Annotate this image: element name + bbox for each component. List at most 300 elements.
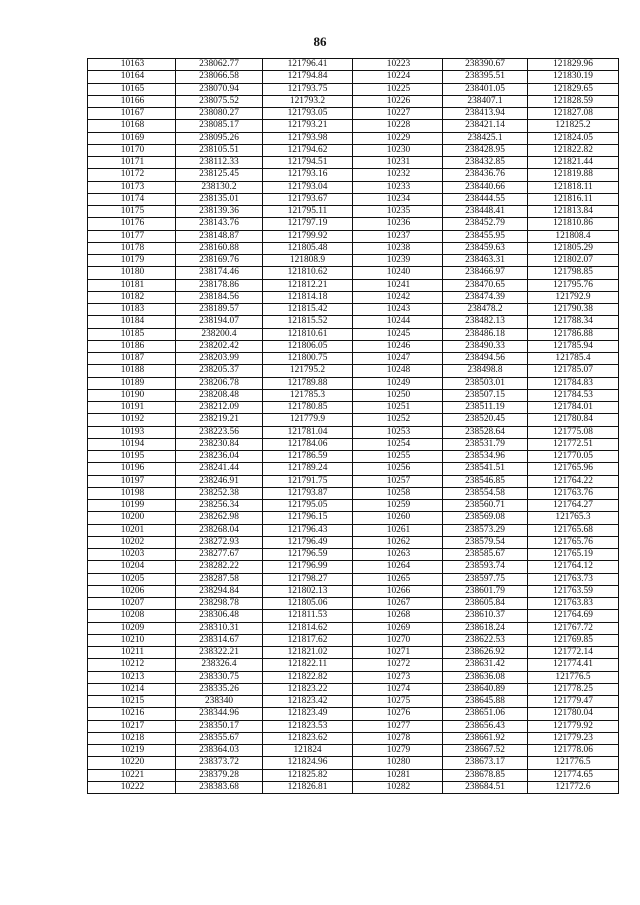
table-row	[88, 157, 619, 169]
y-coordinate-left-cell: 121796.59	[263, 549, 353, 561]
table-row	[88, 708, 619, 720]
x-coordinate-left-cell: 238340	[176, 696, 263, 708]
point-id-right-cell: 10249	[353, 377, 443, 389]
y-coordinate-left-cell: 121799.92	[263, 230, 353, 242]
x-coordinate-left-cell: 238373.72	[176, 757, 263, 769]
table-row	[88, 304, 619, 316]
x-coordinate-right-cell: 238546.85	[443, 475, 528, 487]
y-coordinate-left-cell: 121817.62	[263, 634, 353, 646]
y-coordinate-right-cell: 121779.23	[528, 732, 619, 744]
x-coordinate-right-cell: 238440.66	[443, 181, 528, 193]
y-coordinate-right-cell: 121765.3	[528, 512, 619, 524]
x-coordinate-right-cell: 238684.51	[443, 781, 528, 793]
y-coordinate-right-cell: 121824.05	[528, 132, 619, 144]
x-coordinate-right-cell: 238448.41	[443, 206, 528, 218]
x-coordinate-left-cell: 238184.56	[176, 291, 263, 303]
x-coordinate-right-cell: 238534.96	[443, 451, 528, 463]
y-coordinate-left-cell: 121793.04	[263, 181, 353, 193]
table-row	[88, 671, 619, 683]
point-id-left-cell: 10181	[88, 279, 176, 291]
x-coordinate-left-cell: 238344.96	[176, 708, 263, 720]
x-coordinate-right-cell: 238645.88	[443, 696, 528, 708]
y-coordinate-right-cell: 121764.69	[528, 610, 619, 622]
x-coordinate-right-cell: 238520.45	[443, 414, 528, 426]
x-coordinate-right-cell: 238436.76	[443, 169, 528, 181]
point-id-right-cell: 10229	[353, 132, 443, 144]
point-id-left-cell: 10212	[88, 659, 176, 671]
point-id-right-cell: 10279	[353, 745, 443, 757]
table-row	[88, 59, 619, 71]
point-id-left-cell: 10165	[88, 83, 176, 95]
x-coordinate-left-cell: 238062.77	[176, 59, 263, 71]
y-coordinate-left-cell: 121805.06	[263, 598, 353, 610]
point-id-left-cell: 10180	[88, 267, 176, 279]
x-coordinate-left-cell: 238160.88	[176, 242, 263, 254]
x-coordinate-left-cell: 238075.52	[176, 95, 263, 107]
x-coordinate-right-cell: 238474.39	[443, 291, 528, 303]
point-id-right-cell: 10277	[353, 720, 443, 732]
point-id-right-cell: 10269	[353, 622, 443, 634]
point-id-left-cell: 10213	[88, 671, 176, 683]
x-coordinate-right-cell: 238413.94	[443, 108, 528, 120]
table-row	[88, 402, 619, 414]
coordinates-table-body	[88, 59, 619, 794]
point-id-left-cell: 10167	[88, 108, 176, 120]
table-row	[88, 487, 619, 499]
point-id-right-cell: 10243	[353, 304, 443, 316]
point-id-right-cell: 10240	[353, 267, 443, 279]
x-coordinate-left-cell: 238277.67	[176, 549, 263, 561]
table-row	[88, 438, 619, 450]
point-id-left-cell: 10169	[88, 132, 176, 144]
point-id-right-cell: 10258	[353, 487, 443, 499]
table-row	[88, 414, 619, 426]
x-coordinate-left-cell: 238262.98	[176, 512, 263, 524]
x-coordinate-left-cell: 238355.67	[176, 732, 263, 744]
point-id-right-cell: 10227	[353, 108, 443, 120]
x-coordinate-right-cell: 238656.43	[443, 720, 528, 732]
table-row	[88, 255, 619, 267]
point-id-left-cell: 10197	[88, 475, 176, 487]
table-row	[88, 585, 619, 597]
table-row	[88, 108, 619, 120]
table-row	[88, 316, 619, 328]
x-coordinate-left-cell: 238256.34	[176, 500, 263, 512]
point-id-right-cell: 10276	[353, 708, 443, 720]
y-coordinate-left-cell: 121791.75	[263, 475, 353, 487]
y-coordinate-left-cell: 121779.9	[263, 414, 353, 426]
x-coordinate-left-cell: 238314.67	[176, 634, 263, 646]
point-id-right-cell: 10239	[353, 255, 443, 267]
table-row	[88, 377, 619, 389]
y-coordinate-right-cell: 121775.08	[528, 426, 619, 438]
y-coordinate-right-cell: 121825.2	[528, 120, 619, 132]
y-coordinate-left-cell: 121793.75	[263, 83, 353, 95]
y-coordinate-right-cell: 121763.59	[528, 585, 619, 597]
x-coordinate-left-cell: 238143.76	[176, 218, 263, 230]
y-coordinate-right-cell: 121828.59	[528, 95, 619, 107]
y-coordinate-left-cell: 121794.51	[263, 157, 353, 169]
x-coordinate-left-cell: 238282.22	[176, 561, 263, 573]
y-coordinate-right-cell: 121763.83	[528, 598, 619, 610]
table-row	[88, 500, 619, 512]
y-coordinate-left-cell: 121789.88	[263, 377, 353, 389]
y-coordinate-left-cell: 121800.75	[263, 353, 353, 365]
point-id-right-cell: 10231	[353, 157, 443, 169]
table-row	[88, 120, 619, 132]
y-coordinate-right-cell: 121776.5	[528, 671, 619, 683]
y-coordinate-right-cell: 121779.92	[528, 720, 619, 732]
y-coordinate-right-cell: 121764.22	[528, 475, 619, 487]
point-id-left-cell: 10206	[88, 585, 176, 597]
x-coordinate-right-cell: 238541.51	[443, 463, 528, 475]
point-id-left-cell: 10216	[88, 708, 176, 720]
x-coordinate-right-cell: 238498.8	[443, 365, 528, 377]
point-id-left-cell: 10186	[88, 340, 176, 352]
point-id-right-cell: 10225	[353, 83, 443, 95]
x-coordinate-right-cell: 238605.84	[443, 598, 528, 610]
point-id-right-cell: 10281	[353, 769, 443, 781]
x-coordinate-left-cell: 238202.42	[176, 340, 263, 352]
y-coordinate-left-cell: 121793.21	[263, 120, 353, 132]
table-row	[88, 279, 619, 291]
y-coordinate-left-cell: 121795.11	[263, 206, 353, 218]
y-coordinate-left-cell: 121793.16	[263, 169, 353, 181]
x-coordinate-right-cell: 238573.29	[443, 524, 528, 536]
x-coordinate-left-cell: 238070.94	[176, 83, 263, 95]
x-coordinate-left-cell: 238268.04	[176, 524, 263, 536]
y-coordinate-left-cell: 121808.9	[263, 255, 353, 267]
table-row	[88, 144, 619, 156]
point-id-left-cell: 10163	[88, 59, 176, 71]
point-id-right-cell: 10271	[353, 647, 443, 659]
x-coordinate-left-cell: 238230.84	[176, 438, 263, 450]
y-coordinate-right-cell: 121770.05	[528, 451, 619, 463]
point-id-left-cell: 10176	[88, 218, 176, 230]
y-coordinate-left-cell: 121814.18	[263, 291, 353, 303]
x-coordinate-right-cell: 238444.55	[443, 193, 528, 205]
x-coordinate-right-cell: 238673.17	[443, 757, 528, 769]
point-id-right-cell: 10223	[353, 59, 443, 71]
x-coordinate-right-cell: 238482.13	[443, 316, 528, 328]
x-coordinate-left-cell: 238306.48	[176, 610, 263, 622]
table-row	[88, 598, 619, 610]
point-id-right-cell: 10255	[353, 451, 443, 463]
x-coordinate-right-cell: 238401.05	[443, 83, 528, 95]
x-coordinate-left-cell: 238335.26	[176, 683, 263, 695]
x-coordinate-right-cell: 238421.14	[443, 120, 528, 132]
point-id-right-cell: 10267	[353, 598, 443, 610]
point-id-left-cell: 10177	[88, 230, 176, 242]
table-row	[88, 340, 619, 352]
x-coordinate-right-cell: 238631.42	[443, 659, 528, 671]
y-coordinate-left-cell: 121810.62	[263, 267, 353, 279]
point-id-left-cell: 10209	[88, 622, 176, 634]
y-coordinate-left-cell: 121814.62	[263, 622, 353, 634]
y-coordinate-left-cell: 121794.84	[263, 71, 353, 83]
y-coordinate-left-cell: 121795.2	[263, 365, 353, 377]
x-coordinate-left-cell: 238219.21	[176, 414, 263, 426]
page-number: 86	[313, 34, 327, 49]
x-coordinate-right-cell: 238661.92	[443, 732, 528, 744]
point-id-left-cell: 10168	[88, 120, 176, 132]
y-coordinate-right-cell: 121802.07	[528, 255, 619, 267]
point-id-left-cell: 10194	[88, 438, 176, 450]
point-id-left-cell: 10189	[88, 377, 176, 389]
y-coordinate-left-cell: 121824.96	[263, 757, 353, 769]
table-row	[88, 365, 619, 377]
point-id-right-cell: 10266	[353, 585, 443, 597]
y-coordinate-left-cell: 121824	[263, 745, 353, 757]
table-row	[88, 683, 619, 695]
point-id-left-cell: 10192	[88, 414, 176, 426]
x-coordinate-right-cell: 238579.54	[443, 536, 528, 548]
y-coordinate-right-cell: 121790.38	[528, 304, 619, 316]
x-coordinate-left-cell: 238206.78	[176, 377, 263, 389]
y-coordinate-left-cell: 121781.04	[263, 426, 353, 438]
point-id-left-cell: 10210	[88, 634, 176, 646]
y-coordinate-right-cell: 121819.88	[528, 169, 619, 181]
x-coordinate-left-cell: 238205.37	[176, 365, 263, 377]
x-coordinate-left-cell: 238066.58	[176, 71, 263, 83]
point-id-left-cell: 10190	[88, 389, 176, 401]
table-row	[88, 451, 619, 463]
y-coordinate-right-cell: 121764.12	[528, 561, 619, 573]
x-coordinate-left-cell: 238178.86	[176, 279, 263, 291]
y-coordinate-right-cell: 121763.73	[528, 573, 619, 585]
x-coordinate-right-cell: 238531.79	[443, 438, 528, 450]
y-coordinate-left-cell: 121802.13	[263, 585, 353, 597]
point-id-right-cell: 10241	[353, 279, 443, 291]
point-id-right-cell: 10236	[353, 218, 443, 230]
point-id-left-cell: 10172	[88, 169, 176, 181]
x-coordinate-left-cell: 238212.09	[176, 402, 263, 414]
x-coordinate-left-cell: 238252.38	[176, 487, 263, 499]
y-coordinate-left-cell: 121796.15	[263, 512, 353, 524]
table-row	[88, 242, 619, 254]
table-row	[88, 610, 619, 622]
x-coordinate-right-cell: 238597.75	[443, 573, 528, 585]
point-id-right-cell: 10242	[353, 291, 443, 303]
x-coordinate-right-cell: 238610.37	[443, 610, 528, 622]
y-coordinate-left-cell: 121796.41	[263, 59, 353, 71]
point-id-right-cell: 10250	[353, 389, 443, 401]
point-id-left-cell: 10208	[88, 610, 176, 622]
y-coordinate-left-cell: 121806.05	[263, 340, 353, 352]
x-coordinate-right-cell: 238463.31	[443, 255, 528, 267]
y-coordinate-left-cell: 121785.3	[263, 389, 353, 401]
point-id-right-cell: 10268	[353, 610, 443, 622]
y-coordinate-right-cell: 121765.19	[528, 549, 619, 561]
y-coordinate-left-cell: 121793.2	[263, 95, 353, 107]
point-id-left-cell: 10187	[88, 353, 176, 365]
point-id-right-cell: 10274	[353, 683, 443, 695]
table-row	[88, 696, 619, 708]
point-id-left-cell: 10166	[88, 95, 176, 107]
y-coordinate-right-cell: 121785.07	[528, 365, 619, 377]
table-row	[88, 634, 619, 646]
x-coordinate-left-cell: 238272.93	[176, 536, 263, 548]
point-id-left-cell: 10170	[88, 144, 176, 156]
x-coordinate-right-cell: 238640.89	[443, 683, 528, 695]
x-coordinate-left-cell: 238298.78	[176, 598, 263, 610]
table-row	[88, 206, 619, 218]
y-coordinate-right-cell: 121765.96	[528, 463, 619, 475]
point-id-right-cell: 10273	[353, 671, 443, 683]
x-coordinate-right-cell: 238459.63	[443, 242, 528, 254]
x-coordinate-left-cell: 238130.2	[176, 181, 263, 193]
y-coordinate-left-cell: 121823.53	[263, 720, 353, 732]
table-row	[88, 536, 619, 548]
point-id-left-cell: 10200	[88, 512, 176, 524]
table-row	[88, 230, 619, 242]
point-id-left-cell: 10199	[88, 500, 176, 512]
point-id-right-cell: 10280	[353, 757, 443, 769]
table-row	[88, 132, 619, 144]
table-row	[88, 328, 619, 340]
y-coordinate-right-cell: 121798.85	[528, 267, 619, 279]
y-coordinate-right-cell: 121810.86	[528, 218, 619, 230]
x-coordinate-left-cell: 238383.68	[176, 781, 263, 793]
x-coordinate-right-cell: 238651.06	[443, 708, 528, 720]
table-row	[88, 573, 619, 585]
x-coordinate-left-cell: 238112.33	[176, 157, 263, 169]
y-coordinate-right-cell: 121765.76	[528, 536, 619, 548]
point-id-right-cell: 10248	[353, 365, 443, 377]
y-coordinate-left-cell: 121798.27	[263, 573, 353, 585]
x-coordinate-left-cell: 238364.03	[176, 745, 263, 757]
x-coordinate-right-cell: 238585.67	[443, 549, 528, 561]
x-coordinate-left-cell: 238095.26	[176, 132, 263, 144]
y-coordinate-right-cell: 121784.53	[528, 389, 619, 401]
point-id-right-cell: 10261	[353, 524, 443, 536]
x-coordinate-left-cell: 238139.36	[176, 206, 263, 218]
point-id-right-cell: 10232	[353, 169, 443, 181]
y-coordinate-left-cell: 121796.43	[263, 524, 353, 536]
y-coordinate-left-cell: 121795.05	[263, 500, 353, 512]
point-id-left-cell: 10193	[88, 426, 176, 438]
y-coordinate-right-cell: 121769.85	[528, 634, 619, 646]
point-id-right-cell: 10257	[353, 475, 443, 487]
point-id-left-cell: 10188	[88, 365, 176, 377]
table-row	[88, 463, 619, 475]
point-id-left-cell: 10191	[88, 402, 176, 414]
y-coordinate-right-cell: 121784.83	[528, 377, 619, 389]
x-coordinate-left-cell: 238287.58	[176, 573, 263, 585]
y-coordinate-left-cell: 121823.22	[263, 683, 353, 695]
point-id-right-cell: 10253	[353, 426, 443, 438]
table-row	[88, 193, 619, 205]
y-coordinate-right-cell: 121822.82	[528, 144, 619, 156]
x-coordinate-right-cell: 238425.1	[443, 132, 528, 144]
point-id-right-cell: 10233	[353, 181, 443, 193]
point-id-left-cell: 10183	[88, 304, 176, 316]
x-coordinate-right-cell: 238428.95	[443, 144, 528, 156]
y-coordinate-left-cell: 121826.81	[263, 781, 353, 793]
point-id-right-cell: 10265	[353, 573, 443, 585]
y-coordinate-left-cell: 121815.42	[263, 304, 353, 316]
point-id-right-cell: 10259	[353, 500, 443, 512]
y-coordinate-left-cell: 121794.62	[263, 144, 353, 156]
point-id-left-cell: 10219	[88, 745, 176, 757]
y-coordinate-left-cell: 121793.98	[263, 132, 353, 144]
x-coordinate-right-cell: 238636.08	[443, 671, 528, 683]
y-coordinate-left-cell: 121822.82	[263, 671, 353, 683]
x-coordinate-left-cell: 238350.17	[176, 720, 263, 732]
x-coordinate-left-cell: 238135.01	[176, 193, 263, 205]
point-id-left-cell: 10184	[88, 316, 176, 328]
y-coordinate-right-cell: 121785.4	[528, 353, 619, 365]
table-row	[88, 71, 619, 83]
table-row	[88, 720, 619, 732]
table-row	[88, 524, 619, 536]
point-id-left-cell: 10179	[88, 255, 176, 267]
point-id-left-cell: 10211	[88, 647, 176, 659]
y-coordinate-right-cell: 121779.47	[528, 696, 619, 708]
x-coordinate-right-cell: 238601.79	[443, 585, 528, 597]
table-row	[88, 169, 619, 181]
x-coordinate-left-cell: 238208.48	[176, 389, 263, 401]
y-coordinate-left-cell: 121793.05	[263, 108, 353, 120]
table-row	[88, 389, 619, 401]
x-coordinate-right-cell: 238554.58	[443, 487, 528, 499]
point-id-left-cell: 10185	[88, 328, 176, 340]
y-coordinate-left-cell: 121811.53	[263, 610, 353, 622]
table-row	[88, 745, 619, 757]
y-coordinate-left-cell: 121812.21	[263, 279, 353, 291]
x-coordinate-left-cell: 238330.75	[176, 671, 263, 683]
x-coordinate-right-cell: 238560.71	[443, 500, 528, 512]
x-coordinate-left-cell: 238203.99	[176, 353, 263, 365]
y-coordinate-right-cell: 121776.5	[528, 757, 619, 769]
x-coordinate-left-cell: 238310.31	[176, 622, 263, 634]
y-coordinate-right-cell: 121778.25	[528, 683, 619, 695]
y-coordinate-right-cell: 121786.88	[528, 328, 619, 340]
point-id-right-cell: 10246	[353, 340, 443, 352]
x-coordinate-left-cell: 238379.28	[176, 769, 263, 781]
x-coordinate-right-cell: 238618.24	[443, 622, 528, 634]
point-id-left-cell: 10174	[88, 193, 176, 205]
point-id-left-cell: 10220	[88, 757, 176, 769]
point-id-right-cell: 10252	[353, 414, 443, 426]
table-row	[88, 769, 619, 781]
point-id-right-cell: 10272	[353, 659, 443, 671]
y-coordinate-right-cell: 121816.11	[528, 193, 619, 205]
x-coordinate-left-cell: 238169.76	[176, 255, 263, 267]
y-coordinate-right-cell: 121821.44	[528, 157, 619, 169]
point-id-left-cell: 10207	[88, 598, 176, 610]
point-id-right-cell: 10264	[353, 561, 443, 573]
y-coordinate-left-cell: 121823.49	[263, 708, 353, 720]
point-id-right-cell: 10247	[353, 353, 443, 365]
point-id-right-cell: 10245	[353, 328, 443, 340]
point-id-right-cell: 10244	[353, 316, 443, 328]
y-coordinate-left-cell: 121825.82	[263, 769, 353, 781]
x-coordinate-right-cell: 238494.56	[443, 353, 528, 365]
point-id-right-cell: 10238	[353, 242, 443, 254]
table-row	[88, 181, 619, 193]
point-id-right-cell: 10230	[353, 144, 443, 156]
x-coordinate-right-cell: 238470.65	[443, 279, 528, 291]
x-coordinate-right-cell: 238678.85	[443, 769, 528, 781]
coordinates-table-container	[87, 58, 618, 794]
x-coordinate-right-cell: 238390.67	[443, 59, 528, 71]
x-coordinate-right-cell: 238503.01	[443, 377, 528, 389]
point-id-right-cell: 10254	[353, 438, 443, 450]
y-coordinate-left-cell: 121821.02	[263, 647, 353, 659]
point-id-left-cell: 10202	[88, 536, 176, 548]
point-id-left-cell: 10214	[88, 683, 176, 695]
